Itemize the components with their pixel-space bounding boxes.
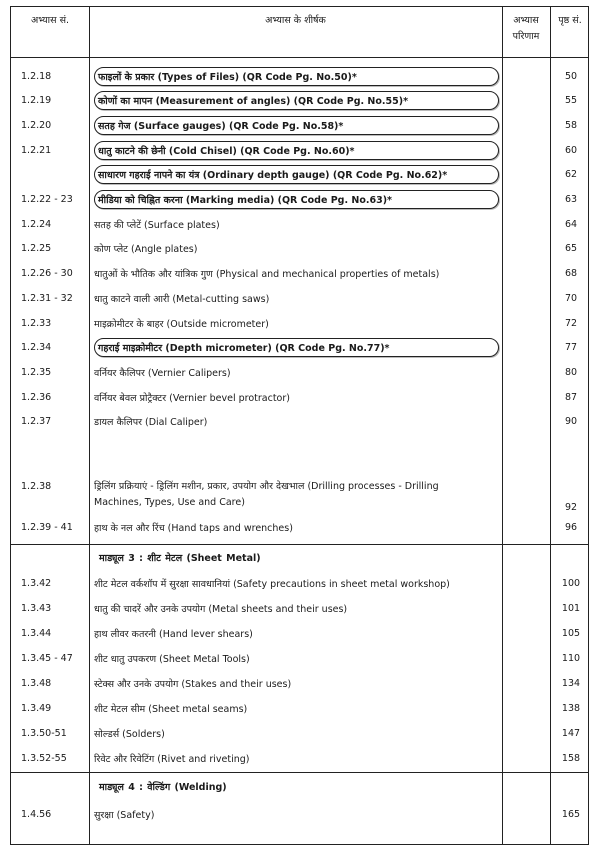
- exercise-title: धातुओं के भौतिक और यांत्रिक गुण (Physical and mechanical properties of metals): [94, 269, 440, 281]
- exercise-title: कोण प्लेट (Angle plates): [94, 244, 198, 256]
- module-3-heading: माड्यूल 3 : शीट मेटल (Sheet Metal): [99, 553, 261, 564]
- exercise-title: हाथ लीवर कतरनी (Hand lever shears): [94, 628, 253, 640]
- exercise-number: 1.3.52-55: [21, 752, 67, 764]
- table-row: [11, 262, 588, 286]
- qr-highlight-box: गहराई माइक्रोमीटर (Depth micrometer) (QR Code Pg. No.77)*: [94, 338, 499, 357]
- exercise-number: 1.2.19: [21, 95, 52, 107]
- exercise-number: 1.2.22 - 23: [21, 194, 73, 205]
- title-line-1: ड्रिलिंग प्रक्रियाएं - ड्रिलिंग मशीन, प्रकार, उपयोग और देखभाल (Drilling processes - Drilling: [94, 481, 439, 492]
- page-number: 62: [564, 169, 578, 181]
- exercise-title: [94, 163, 500, 187]
- table-row: [11, 138, 588, 162]
- exercise-title: सोल्डर्स (Solders): [94, 728, 165, 740]
- page-number: 105: [561, 627, 581, 639]
- exercise-number: 1.2.39 - 41: [21, 521, 73, 533]
- qr-highlight-box: मीडिया को चिह्नित करना (Marking media) (QR Code Pg. No.63)*: [94, 190, 499, 209]
- table-row: [11, 360, 588, 384]
- exercise-title: सतह की प्लेटें (Surface plates): [94, 219, 220, 231]
- page-number: 87: [564, 391, 578, 403]
- table-row: [11, 746, 588, 770]
- exercise-number: 1.2.37: [21, 416, 52, 428]
- page-number: 110: [561, 652, 581, 664]
- table-row: [11, 802, 588, 826]
- header-result-line2: परिणाम: [512, 31, 540, 42]
- exercise-title: [94, 89, 500, 113]
- table-row: [11, 515, 588, 539]
- page-number: 134: [561, 677, 581, 689]
- exercise-title: वर्नियर कैलिपर (Vernier Calipers): [94, 367, 231, 379]
- exercise-title: शीट धातु उपकरण (Sheet Metal Tools): [94, 653, 250, 665]
- table-row: [11, 64, 588, 88]
- table-row: [11, 571, 588, 595]
- exercise-title: वर्नियर बेवल प्रोट्रैक्टर (Vernier bevel protractor): [94, 392, 290, 404]
- page-number: 101: [561, 602, 581, 614]
- exercise-title: [94, 336, 500, 360]
- header-exercise-title: अभ्यास के शीर्षक: [265, 15, 326, 26]
- header-divider: [11, 57, 588, 58]
- toc-table: [10, 6, 589, 845]
- exercise-number: 1.3.45 - 47: [21, 652, 73, 664]
- exercise-number: 1.2.31 - 32: [21, 292, 73, 304]
- exercise-title: धातु काटने वाली आरी (Metal-cutting saws): [94, 293, 270, 305]
- header-page-no: पृष्ठ सं.: [558, 15, 582, 26]
- page-number: 55: [564, 95, 578, 107]
- page-number: 90: [564, 416, 578, 428]
- module-4-heading: माड्यूल 4 : वेल्डिंग (Welding): [99, 782, 227, 793]
- table-row: [11, 410, 588, 434]
- table-row: [11, 721, 588, 745]
- table-row: [11, 163, 588, 187]
- exercise-title: [94, 188, 500, 212]
- table-row: [11, 596, 588, 620]
- exercise-number: 1.2.38: [21, 481, 52, 492]
- exercise-number: 1.2.26 - 30: [21, 268, 73, 280]
- page-number: 77: [564, 342, 578, 354]
- page-number: 147: [561, 727, 581, 739]
- exercise-number: [21, 163, 83, 187]
- table-row: [11, 311, 588, 335]
- table-row: [11, 385, 588, 409]
- table-row: [11, 646, 588, 670]
- page-number: 138: [561, 702, 581, 714]
- qr-highlight-box: कोणों का मापन (Measurement of angles) (QR Code Pg. No.55)*: [94, 91, 499, 110]
- page-number: 64: [564, 218, 578, 230]
- exercise-number: 1.2.35: [21, 366, 52, 378]
- exercise-number: 1.2.24: [21, 218, 52, 230]
- table-row: [11, 286, 588, 310]
- table-row: [11, 113, 588, 137]
- exercise-number: 1.3.43: [21, 602, 52, 614]
- exercise-title: माइक्रोमीटर के बाहर (Outside micrometer): [94, 318, 269, 330]
- exercise-title: हाथ के नल और रिंच (Hand taps and wrenches): [94, 522, 293, 534]
- exercise-title: [94, 138, 500, 162]
- table-row: [11, 237, 588, 261]
- page-number: 58: [564, 119, 578, 131]
- module-divider: [11, 772, 588, 773]
- page-number: 50: [564, 70, 578, 82]
- page-number: 96: [564, 521, 578, 533]
- exercise-title: धातु की चादरें और उनके उपयोग (Metal sheets and their uses): [94, 603, 348, 615]
- exercise-number: 1.2.18: [21, 70, 52, 82]
- table-row: [11, 188, 588, 212]
- exercise-number: 1.2.36: [21, 391, 52, 403]
- exercise-title: शीट मेटल सीम (Sheet metal seams): [94, 703, 248, 715]
- exercise-title: डायल कैलिपर (Dial Caliper): [94, 417, 208, 429]
- table-row: [11, 212, 588, 236]
- page-number: 100: [561, 577, 581, 589]
- exercise-title: सुरक्षा (Safety): [94, 809, 155, 821]
- exercise-title: स्टेक्स और उनके उपयोग (Stakes and their uses): [94, 678, 292, 690]
- table-row: [11, 475, 588, 519]
- header-exercise-no: अभ्यास सं.: [30, 15, 70, 26]
- qr-highlight-box: फाइलों के प्रकार (Types of Files) (QR Code Pg. No.50)*: [94, 67, 499, 86]
- qr-highlight-box: साधारण गहराई नापने का यंत्र (Ordinary depth gauge) (QR Code Pg. No.62)*: [94, 165, 499, 184]
- page-number: 60: [564, 144, 578, 156]
- exercise-number: 1.2.33: [21, 317, 52, 329]
- exercise-number: 1.2.34: [21, 342, 52, 354]
- table-row: [11, 621, 588, 645]
- qr-highlight-box: सतह गेज (Surface gauges) (QR Code Pg. No.58)*: [94, 116, 499, 135]
- page-number: 92: [564, 501, 578, 513]
- page-number: 70: [564, 292, 578, 304]
- exercise-number: 1.3.44: [21, 627, 52, 639]
- exercise-number: 1.3.50-51: [21, 727, 67, 739]
- exercise-number: 1.2.20: [21, 119, 52, 131]
- module-divider: [11, 544, 588, 545]
- qr-highlight-box: धातु काटने की छेनी (Cold Chisel) (QR Code Pg. No.60)*: [94, 141, 499, 160]
- exercise-title: रिवेट और रिवेटिंग (Rivet and riveting): [94, 753, 250, 765]
- table-row: [11, 89, 588, 113]
- table-row: [11, 336, 588, 360]
- exercise-title: [94, 113, 500, 137]
- page-number: 65: [564, 243, 578, 255]
- page-number: 68: [564, 268, 578, 280]
- page-number: 80: [564, 366, 578, 378]
- page-number: 165: [561, 808, 581, 820]
- header-result-line1: अभ्यास: [513, 15, 539, 26]
- exercise-number: 1.2.21: [21, 144, 52, 156]
- exercise-title: [94, 64, 500, 88]
- exercise-number: 1.2.25: [21, 243, 52, 255]
- exercise-number: 1.3.42: [21, 577, 52, 589]
- table-row: [11, 696, 588, 720]
- exercise-number: 1.3.48: [21, 677, 52, 689]
- title-line-2: Machines, Types, Use and Care): [94, 497, 245, 508]
- page-number: 158: [561, 752, 581, 764]
- page-number: 72: [564, 317, 578, 329]
- table-row: [11, 671, 588, 695]
- exercise-number: 1.4.56: [21, 808, 52, 820]
- exercise-number: 1.3.49: [21, 702, 52, 714]
- exercise-title: शीट मेटल वर्कशॉप में सुरक्षा सावधानियां (Safety precautions in sheet metal workshop): [94, 578, 450, 590]
- page-number: 63: [564, 194, 578, 205]
